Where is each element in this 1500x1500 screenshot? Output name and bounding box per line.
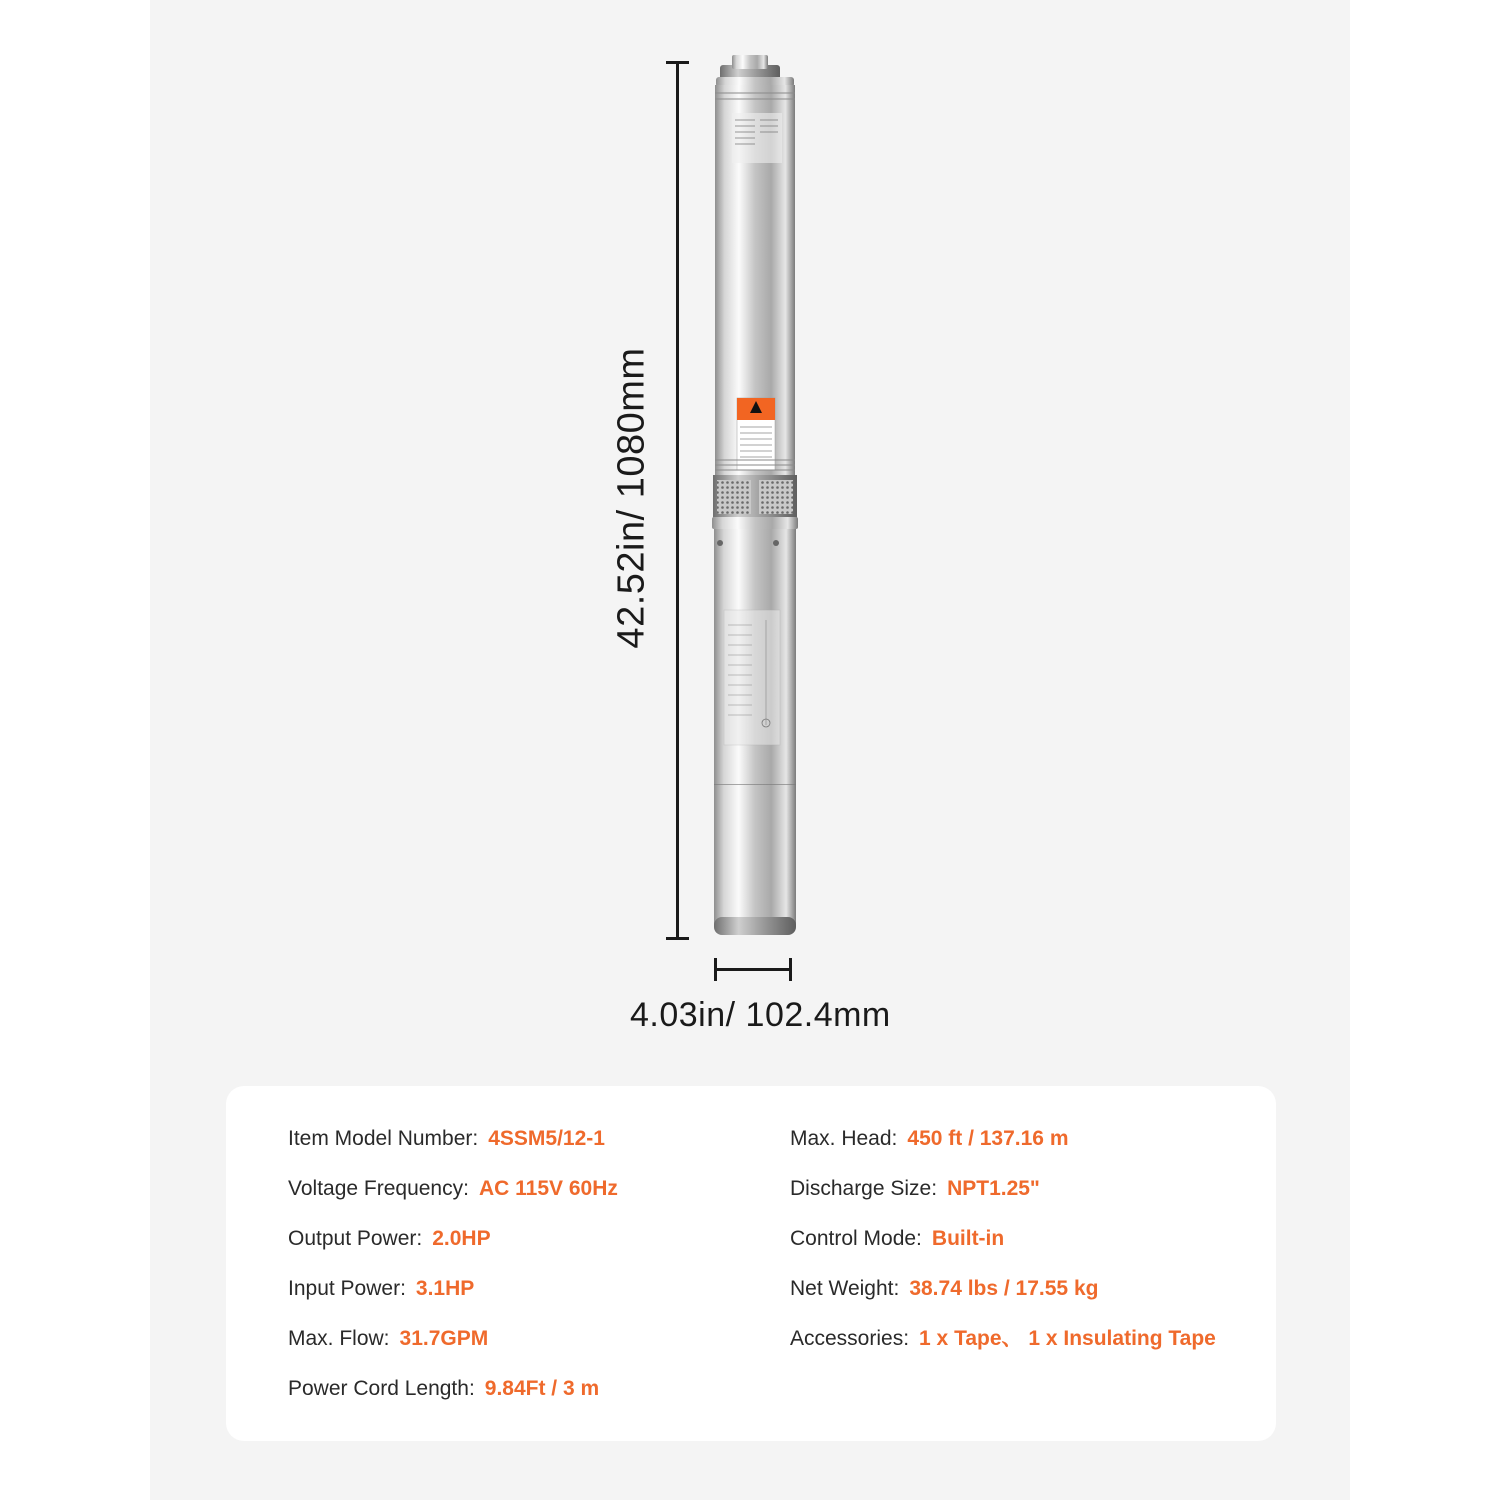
height-dimension-label: 42.52in/ 1080mm — [610, 347, 653, 649]
spec-row-output-power — [288, 1224, 618, 1274]
spec-label: Net Weight: — [790, 1277, 900, 1300]
spec-label: Output Power: — [288, 1227, 423, 1250]
spec-label: Max. Flow: — [288, 1327, 390, 1350]
spec-value: Built-in — [931, 1227, 1005, 1250]
spec-label: Control Mode: — [790, 1227, 922, 1250]
spec-value: 1 x Tape、 1 x Insulating Tape — [919, 1327, 1216, 1350]
spec-row-model-number — [288, 1124, 618, 1174]
spec-value: NPT1.25" — [947, 1177, 1040, 1200]
spec-row-discharge-size — [790, 1174, 1216, 1224]
spec-row-net-weight — [790, 1274, 1216, 1324]
spec-row-voltage-frequency — [288, 1174, 618, 1224]
diameter-dimension-cap-right — [789, 958, 792, 981]
spec-label: Power Cord Length: — [288, 1377, 475, 1400]
spec-value: 9.84Ft / 3 m — [484, 1377, 600, 1400]
spec-row-input-power — [288, 1274, 618, 1324]
spec-value: 38.74 lbs / 17.55 kg — [909, 1277, 1099, 1300]
height-dimension-cap-bottom — [666, 937, 689, 940]
spec-value: 31.7GPM — [399, 1327, 489, 1350]
spec-value: 3.1HP — [415, 1277, 475, 1300]
spec-value: AC 115V 60Hz — [478, 1177, 618, 1200]
submersible-pump-image — [700, 55, 810, 945]
specifications-card — [226, 1086, 1276, 1441]
spec-label: Voltage Frequency: — [288, 1177, 469, 1200]
spec-value: 2.0HP — [432, 1227, 491, 1250]
specs-left-column — [288, 1124, 618, 1424]
spec-label: Input Power: — [288, 1277, 406, 1300]
spec-row-accessories — [790, 1324, 1216, 1374]
spec-label: Accessories: — [790, 1327, 910, 1350]
spec-value: 450 ft / 137.16 m — [907, 1127, 1069, 1150]
spec-label: Item Model Number: — [288, 1127, 479, 1150]
spec-row-max-flow — [288, 1324, 618, 1374]
spec-value: 4SSM5/12-1 — [488, 1127, 605, 1150]
spec-row-power-cord-length — [288, 1374, 618, 1424]
diameter-dimension-label: 4.03in/ 102.4mm — [630, 996, 891, 1034]
specs-right-column — [790, 1124, 1216, 1374]
spec-label: Max. Head: — [790, 1127, 898, 1150]
diameter-dimension-line — [715, 968, 792, 971]
spec-row-max-head — [790, 1124, 1216, 1174]
spec-label: Discharge Size: — [790, 1177, 938, 1200]
height-dimension-line — [676, 62, 679, 940]
spec-row-control-mode — [790, 1224, 1216, 1274]
